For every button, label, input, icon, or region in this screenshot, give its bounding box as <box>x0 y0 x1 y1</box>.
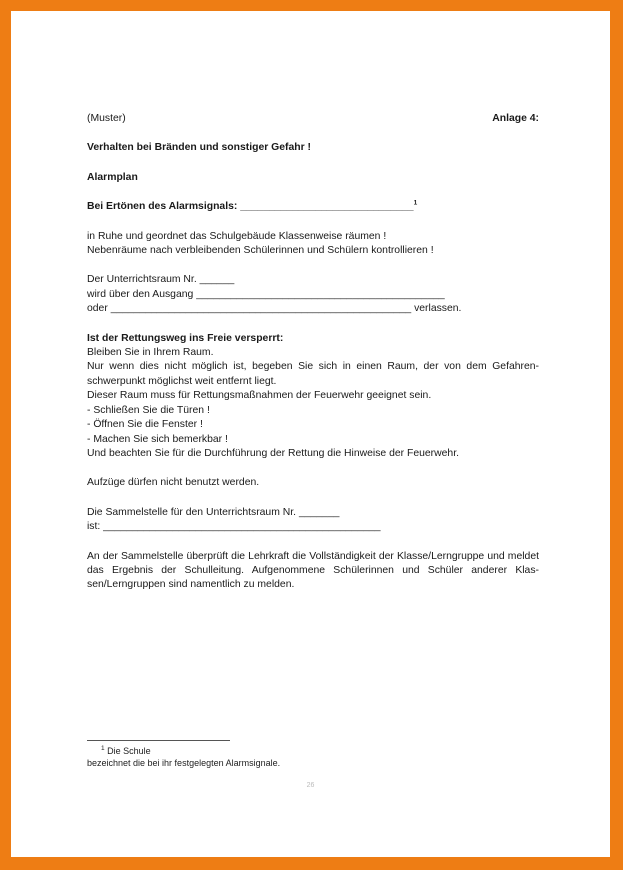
instruction-line: in Ruhe und geordnet das Schulgebäude Klassenweise räumen ! <box>87 230 387 242</box>
bullet-item: - Schließen Sie die Türen ! <box>87 404 210 416</box>
footnote-block <box>87 745 280 769</box>
blocked-line: Und beachten Sie für die Durchführung der Rettung die Hinweise der Feuerwehr. <box>87 447 459 459</box>
leave-text: verlassen. <box>414 303 462 315</box>
assembly-room-label: Die Sammelstelle für den Unterrichtsraum Nr. <box>87 506 297 518</box>
document-page <box>11 11 610 857</box>
alternative-label: oder <box>87 303 108 315</box>
document-title: Verhalten bei Bränden und sonstiger Gefahr ! <box>87 142 312 154</box>
exit-blank: ___________________________________________ <box>196 288 445 300</box>
assembly-line-room <box>87 506 539 520</box>
footnote-divider <box>87 740 230 741</box>
room-number-label: Der Unterrichtsraum Nr. <box>87 274 197 286</box>
footnote-text: Die Schule <box>107 746 151 756</box>
room-line-alternative <box>87 302 539 316</box>
alarm-signal-label: Bei Ertönen des Alarmsignals: <box>87 201 238 213</box>
room-line-exit <box>87 288 539 302</box>
blocked-line: Bleiben Sie in Ihrem Raum. <box>87 347 214 359</box>
room-line-number <box>87 273 539 287</box>
elevator-warning: Aufzüge dürfen nicht benutzt werden. <box>87 477 260 489</box>
section-heading-alarmplan: Alarmplan <box>87 171 138 183</box>
footnote-line: bezeichnet die bei ihr festgelegten Alarmsignale. <box>87 758 281 768</box>
header-label-anlage: Anlage 4: <box>492 113 539 124</box>
header-row <box>87 112 539 126</box>
assembly-location-label: ist: <box>87 521 101 533</box>
footnote-reference: 1 <box>413 199 418 207</box>
alarm-signal-blank: ______________________________ <box>240 201 414 213</box>
bullet-item: - Öffnen Sie die Fenster ! <box>87 419 203 431</box>
instruction-line: Nebenräume nach verbleibenden Schülerinnen und Schülern kontrollieren ! <box>87 245 434 257</box>
alarm-signal-line <box>87 200 539 214</box>
document-body <box>87 112 539 593</box>
blocked-escape-heading: Ist der Rettungsweg ins Freie versperrt: <box>87 332 284 344</box>
footnote-line <box>87 745 280 757</box>
blocked-line: Dieser Raum muss für Rettungsmaßnahmen der Feuerwehr geeignet sein. <box>87 390 432 402</box>
footnote-mark: 1 <box>101 745 105 752</box>
closing-paragraph: An der Sammelstelle überprüft die Lehrkraft die Vollständigkeit der Klasse/Lerngruppe und meldet das Ergebnis der Schulleitung. Aufgenommene Schülerinnen und Schüler anderer Klas-sen/Lerngruppen sind namentlich zu melden. <box>87 550 539 591</box>
exit-label: wird über den Ausgang <box>87 288 194 300</box>
alternative-blank: ____________________________________________________ <box>110 303 412 315</box>
assembly-location-blank: ________________________________________________ <box>103 521 381 533</box>
assembly-line-location <box>87 520 539 534</box>
header-label-muster: (Muster) <box>87 113 126 124</box>
room-number-blank: ______ <box>199 274 235 286</box>
page-number: 26 <box>306 782 315 789</box>
assembly-room-blank: _______ <box>298 506 340 518</box>
blocked-paragraph: Nur wenn dies nicht möglich ist, begeben Sie sich in einen Raum, der von dem Gefahren-schwerpunkt möglichst weit entfernt liegt. <box>87 361 539 387</box>
bullet-item: - Machen Sie sich bemerkbar ! <box>87 433 228 445</box>
